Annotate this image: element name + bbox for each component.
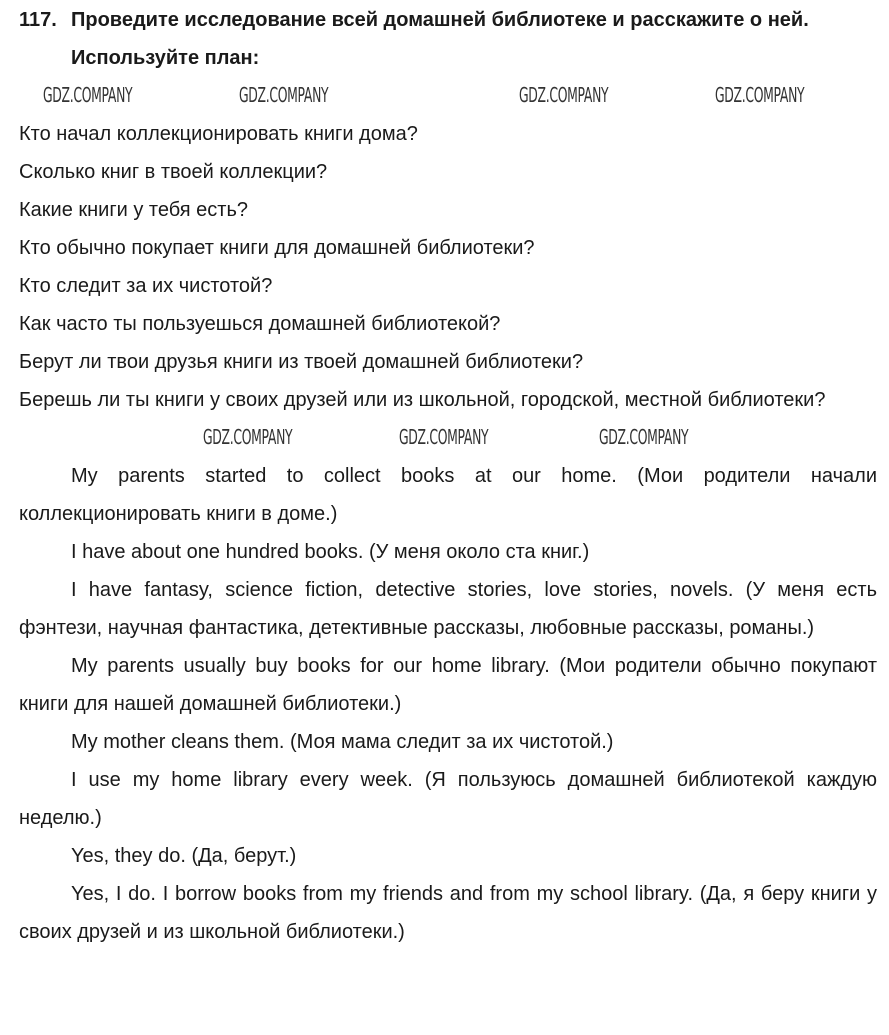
answer-item: I use my home library every week. (Я пользуюсь домашней библиотекой каждую неделю.) (19, 769, 877, 829)
question-item: Сколько книг в твоей коллекции? (19, 161, 328, 183)
answer-item: My parents started to collect books at our home. (Мои родители начали коллекционировать книги в доме.) (19, 465, 877, 525)
question-item: Кто следит за их чистотой? (19, 275, 273, 297)
question-item: Кто обычно покупает книги для домашней библиотеки? (19, 237, 535, 259)
watermark: GDZ.COMPANY (203, 425, 293, 449)
question-item: Берут ли твои друзья книги из твоей домашней библиотеки? (19, 351, 584, 373)
watermark: GDZ.COMPANY (519, 83, 609, 107)
question-item: Берешь ли ты книги у своих друзей или из школьной, городской, местной библиотеки? (19, 389, 826, 411)
watermark: GDZ.COMPANY (399, 425, 489, 449)
exercise-document (19, 1, 877, 951)
exercise-title (19, 1, 877, 39)
answer-item: My parents usually buy books for our home library. (Мои родители обычно покупают книги для нашей домашней библиотеки.) (19, 655, 877, 715)
answer-item: Yes, they do. (Да, берут.) (71, 845, 297, 867)
answer-item: I have about one hundred books. (У меня около ста книг.) (71, 541, 590, 563)
question-item: Какие книги у тебя есть? (19, 199, 248, 221)
exercise-number: 117. (19, 9, 57, 31)
watermark-row (19, 77, 877, 115)
question-item: Как часто ты пользуешься домашней библиотекой? (19, 313, 501, 335)
watermark-row (19, 419, 877, 457)
answer-list (19, 457, 877, 951)
plan-label: Используйте план: (71, 47, 260, 69)
exercise-title-text: Проведите исследование всей домашней библиотеке и расскажите о ней. (71, 9, 809, 31)
answer-item: I have fantasy, science fiction, detective stories, love stories, novels. (У меня есть фэнтези, научная фантастика, детективные рассказы, любовные рассказы, романы.) (19, 579, 877, 639)
question-item: Кто начал коллекционировать книги дома? (19, 123, 418, 145)
answer-item: Yes, I do. I borrow books from my friends and from my school library. (Да, я беру книги у своих друзей и из школьной библиотеки.) (19, 883, 877, 943)
question-list (19, 115, 877, 419)
watermark: GDZ.COMPANY (239, 83, 329, 107)
watermark: GDZ.COMPANY (715, 83, 805, 107)
watermark: GDZ.COMPANY (599, 425, 689, 449)
watermark: GDZ.COMPANY (43, 83, 133, 107)
answer-item: My mother cleans them. (Моя мама следит за их чистотой.) (71, 731, 614, 753)
